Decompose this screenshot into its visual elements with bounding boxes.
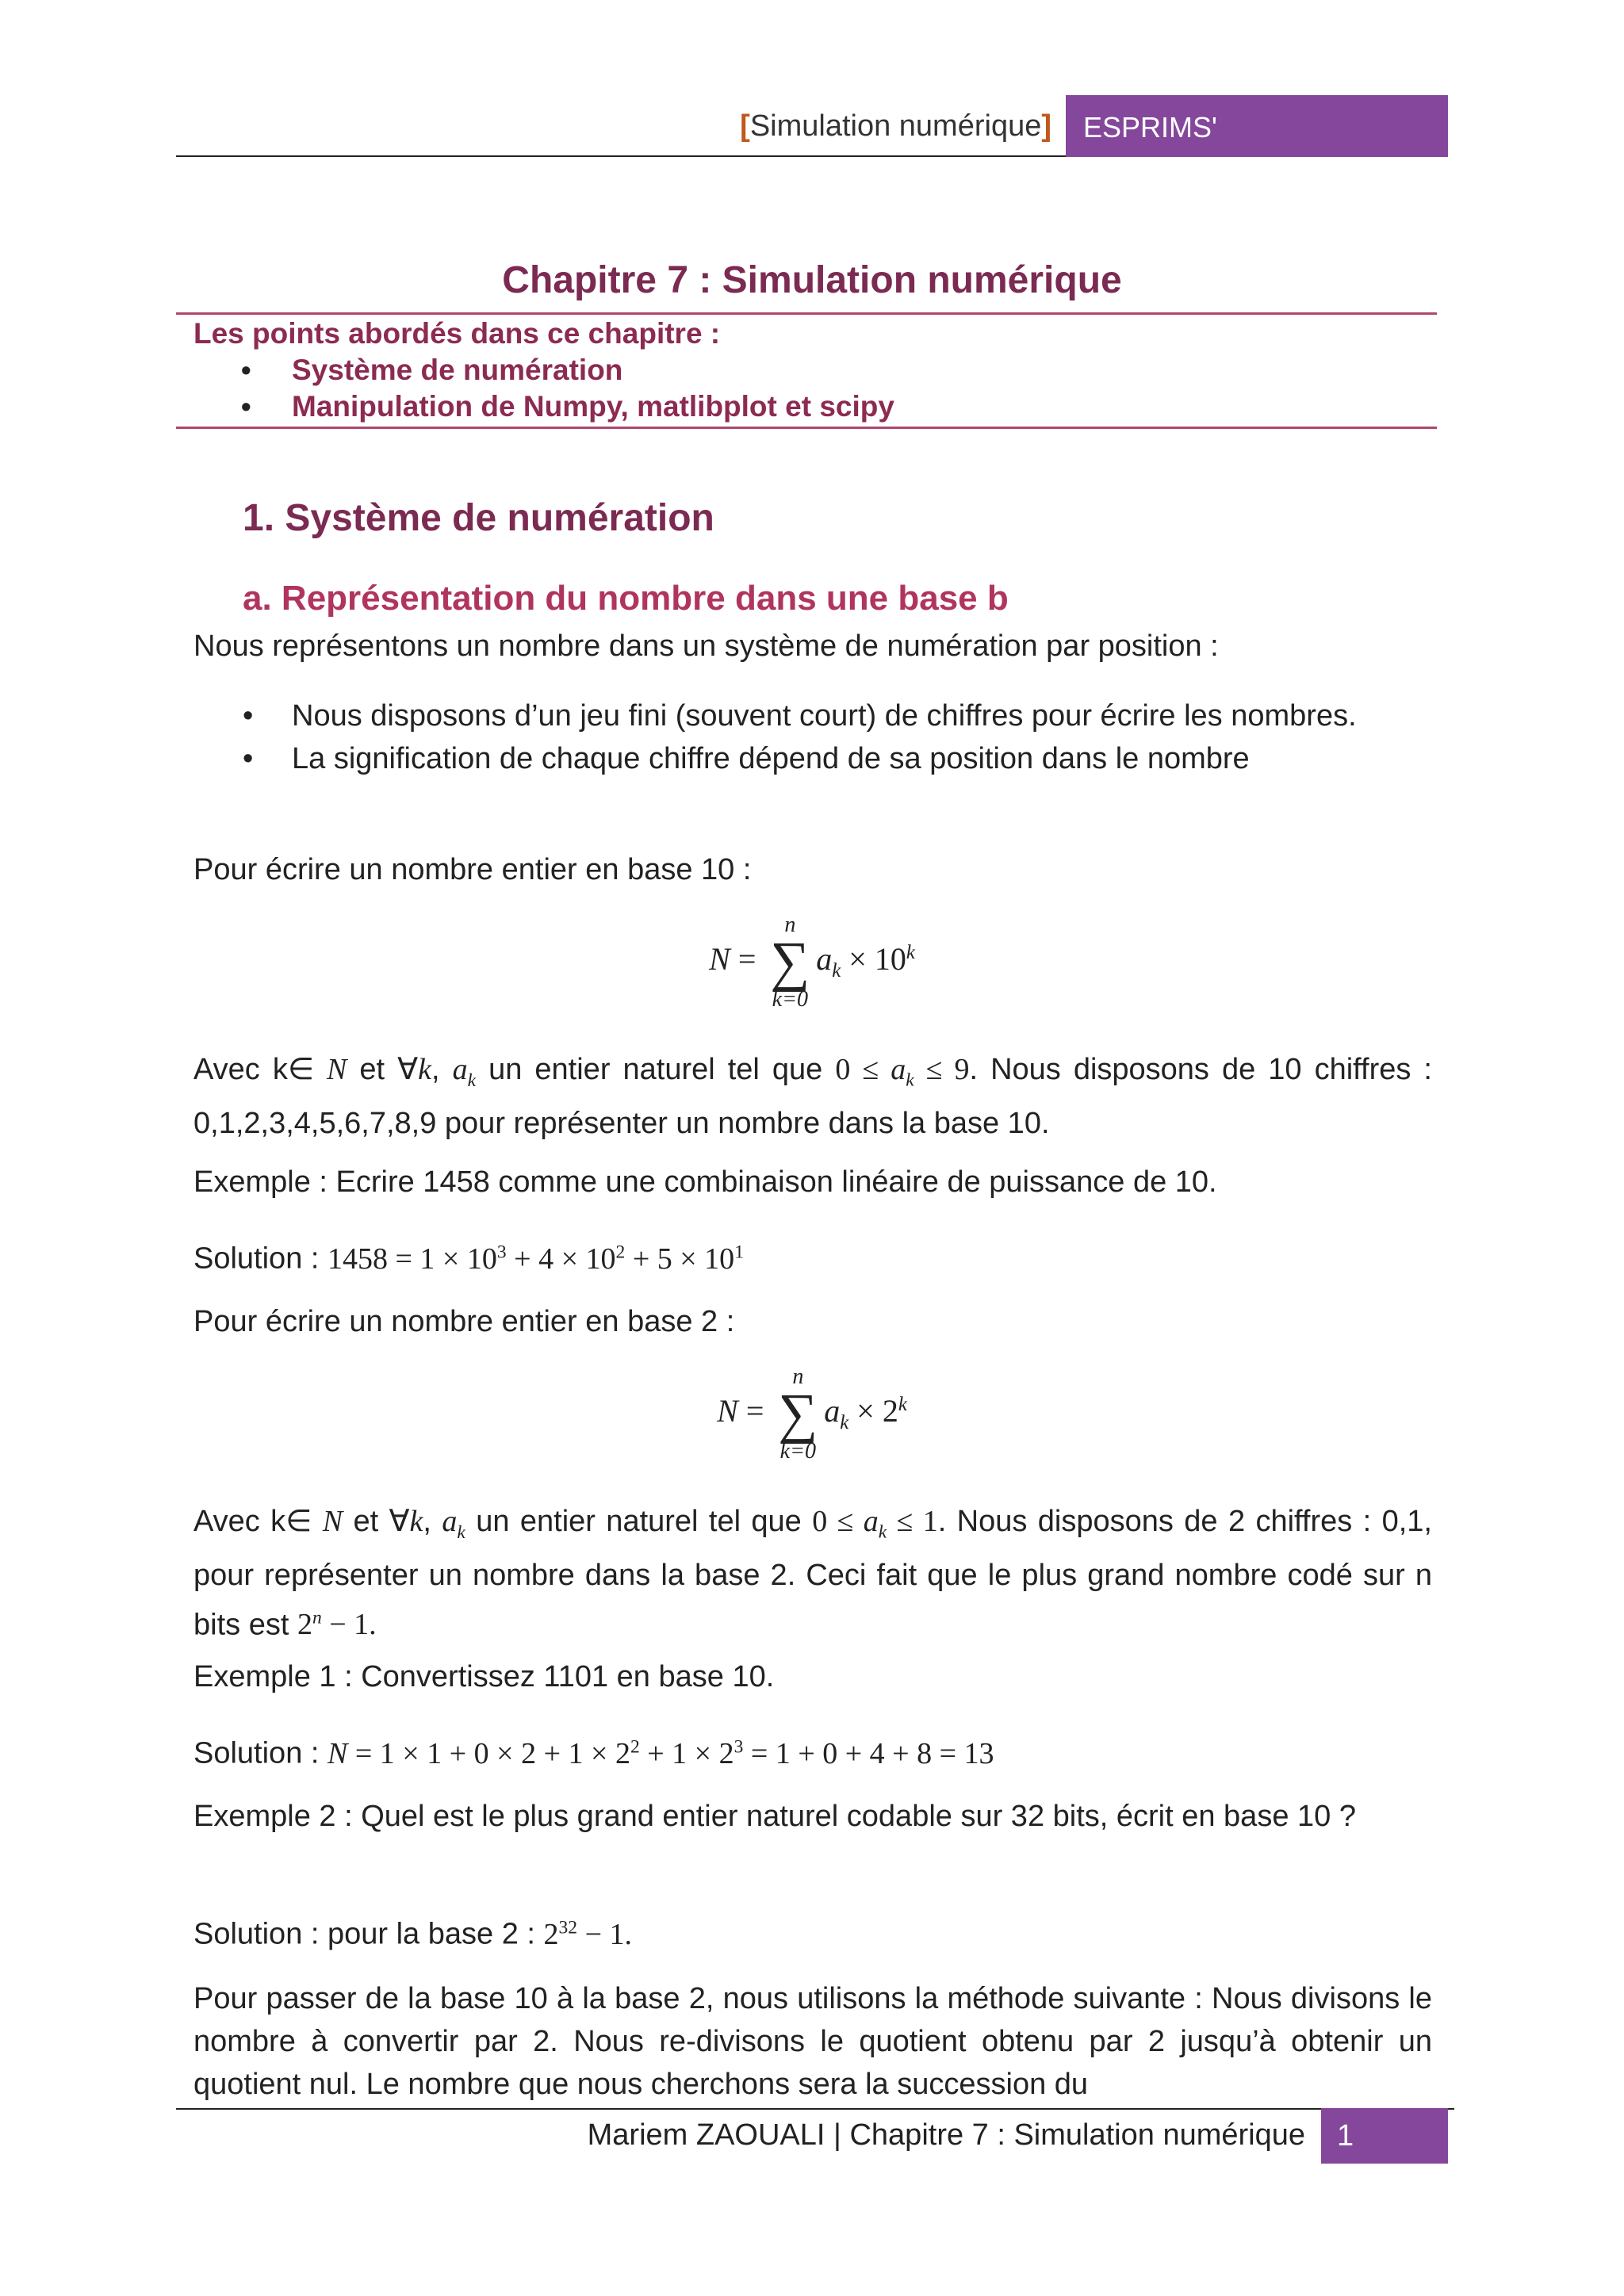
bullet-list [193,695,1432,780]
chapter-points-box [193,316,1415,425]
chapter-rule-bottom [176,427,1437,429]
formula-base10: N = n ∑ k=0 $a_k \times 10^k$ [709,913,915,1012]
point-item: • Manipulation de Numpy, matlibplot et scipy [193,388,1415,425]
paragraph-example-2: Exemple 2 : Quel est le plus grand entier naturel codable sur 32 bits, écrit en base 10 ? [193,1800,1356,1833]
paragraph-solution-2: Solution : pour la base 2 : $2^{32} - 1$. [193,1917,632,1951]
paragraph-method: Pour passer de la base 10 à la base 2, nous utilisons la méthode suivante : Nous divisons le nombre à convertir par 2. Nous re-divisons le quotient obtenu par 2 jusqu’à obtenir un quotient nul. Le nombre que nous cherchons sera la succession du [193,1982,1432,2101]
formula-base2: N = n ∑ k=0 $a_k \times 2^k$ [717,1364,907,1464]
paragraph-base2-intro: Pour écrire un nombre entier en base 2 : [193,1305,735,1338]
paragraph-base10-intro: Pour écrire un nombre entier en base 10 : [193,853,752,886]
paragraph-intro: Nous représentons un nombre dans un système de numération par position : [193,629,1219,663]
chapter-title: Chapitre 7 : Simulation numérique [502,259,1122,301]
footer-rule [176,2108,1454,2110]
bullet-item: • La signification de chaque chiffre dépend de sa position dans le nombre [193,737,1432,780]
school-name: ESPRIMS' [1083,111,1217,144]
page-number-badge [1321,2108,1448,2164]
page-number: 1 [1337,2119,1354,2152]
paragraph-solution-1: Solution : $N = 1 \times 1 + 0 \times 2 + 1 \times 2^2 + 1 \times 2^3 = 1 + 0 + 4 + 8 = 13$ [193,1736,994,1770]
subsection-heading: a. Représentation du nombre dans une base b [243,579,1009,618]
paragraph-example-1: Exemple 1 : Convertissez 1101 en base 10. [193,1660,775,1693]
running-header-title: [Simulation numérique] [740,109,1051,143]
paragraph-base10-explain: Avec k∈ N et ∀k, $a_k$ un entier naturel tel que $0 \le a_k \le 9$. Nous disposons de 10 chiffres : 0,1,2,3,4,5,6,7,8,9 pour représenter un nombre dans la base 10. [193,1053,1432,1140]
points-heading: Les points abordés dans ce chapitre : [193,317,721,350]
bullet-item: • Nous disposons d’un jeu fini (souvent court) de chiffres pour écrire les nombres. [193,695,1432,737]
footer-chapter: Chapitre 7 : Simulation numérique [849,2118,1305,2152]
footer-author: Mariem ZAOUALI [587,2118,825,2152]
header-school-badge [1066,95,1448,157]
footer-text: Mariem ZAOUALI | Chapitre 7 : Simulation numérique [587,2118,1305,2152]
point-item: • Système de numération [193,352,1415,388]
section-heading: 1. Système de numération [243,497,714,539]
paragraph-example-base10: Exemple : Ecrire 1458 comme une combinaison linéaire de puissance de 10. [193,1165,1217,1199]
header-rule [176,155,1066,157]
paragraph-base2-explain: Avec k∈ N et ∀k, $a_k$ un entier naturel tel que $0 \le a_k \le 1$. Nous disposons de 2 chiffres : 0,1, pour représenter un nombre dans la base 2. Ceci fait que le plus grand nombre codé sur n bits est $2^n - 1$. [193,1505,1432,1642]
chapter-rule-top [176,312,1437,315]
paragraph-solution-base10: Solution : $1458 = 1 \times 10^3 + 4 \times 10^2 + 5 \times 10^1$ [193,1242,744,1276]
